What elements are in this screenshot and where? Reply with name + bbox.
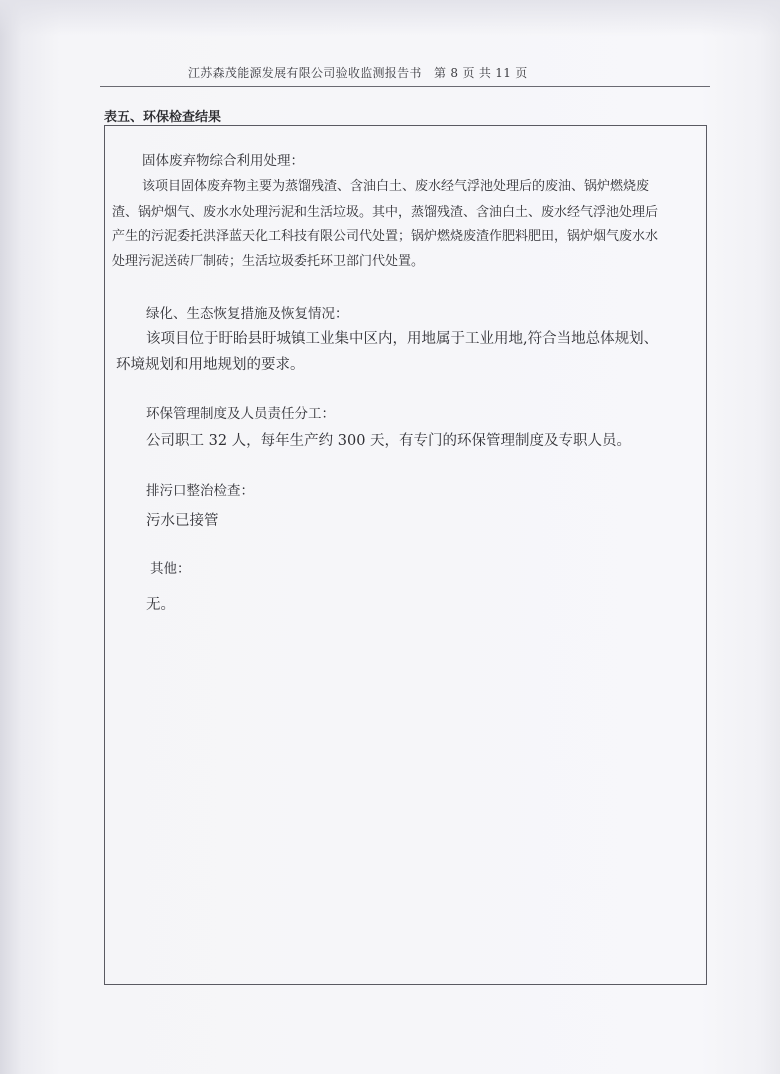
outfall-line: 污水已接管: [146, 513, 219, 529]
solid-waste-line: 渣、锅炉烟气、废水水处理污泥和生活垃圾。其中，蒸馏残渣、含油白土、废水经气浮池处理后: [112, 205, 659, 220]
table-title: 表五、环保检查结果: [104, 110, 222, 125]
greening-line: 环境规划和用地规划的要求。: [116, 357, 305, 373]
solid-waste-line: 该项目固体废弃物主要为蒸馏残渣、含油白土、废水经气浮池处理后的废油、锅炉燃烧废: [142, 179, 650, 194]
other-line: 无。: [146, 597, 175, 613]
header-rule: [100, 86, 710, 87]
management-heading: 环保管理制度及人员责任分工：: [146, 406, 335, 422]
solid-waste-line: 处理污泥送砖厂制砖；生活垃圾委托环卫部门代处置。: [112, 254, 425, 269]
solid-waste-line: 产生的污泥委托洪泽蓝天化工科技有限公司代处置；锅炉燃烧废渣作肥料肥田，锅炉烟气废水水: [112, 229, 659, 244]
paper-shadow: [0, 0, 780, 36]
page-header: 江苏森茂能源发展有限公司验收监测报告书 第 8 页 共 11 页: [188, 66, 528, 80]
other-heading: 其他：: [150, 561, 191, 577]
management-line: 公司职工 32 人，每年生产约 300 天，有专门的环保管理制度及专职人员。: [146, 433, 632, 449]
greening-line: 该项目位于盱眙县盱城镇工业集中区内，用地属于工业用地,符合当地总体规划、: [146, 331, 659, 347]
greening-heading: 绿化、生态恢复措施及恢复情况：: [146, 306, 349, 322]
solid-waste-heading: 固体废弃物综合利用处理：: [142, 153, 304, 169]
outfall-heading: 排污口整治检查：: [146, 483, 254, 499]
